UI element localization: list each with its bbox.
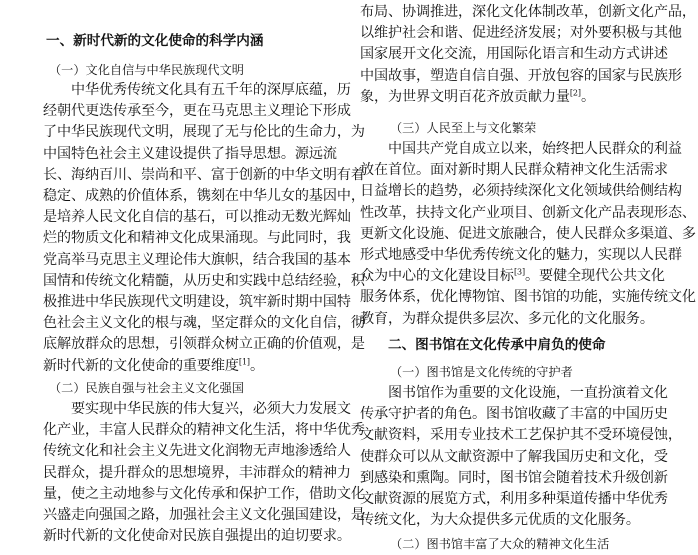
paragraph-line: 烂的物质文化和精神文化成果涌现。与此同时，我 xyxy=(43,230,351,247)
section-title-1: 一、新时代新的文化使命的科学内涵 xyxy=(46,33,264,49)
paragraph-line: 底解放群众的思想，引领群众树立正确的价值观，是 xyxy=(43,336,365,353)
paragraph-text: 象，为世界文明百花齐放贡献力量 xyxy=(360,88,570,105)
paragraph-line: 新时代新的文化使命对民族自强提出的迫切要求。 xyxy=(43,528,351,545)
paragraph-line: 兴盛走向强国之路，加强社会主义文化强国建设，是 xyxy=(43,507,365,524)
paragraph-line: 使群众可以从文献资源中了解我国历史和文化，受 xyxy=(360,448,668,465)
paragraph-line: 服务体系，优化博物馆、图书馆的功能，实施传统文化 xyxy=(360,289,696,306)
paragraph-line: 量，使之主动地参与文化传承和保护工作，借助文化 xyxy=(43,485,365,502)
paragraph-line-last xyxy=(43,356,365,377)
paragraph-line: 中华优秀传统文化具有五千年的深厚底蕴，历 xyxy=(71,82,351,98)
paragraph-line: 布局、协调推进，深化文化体制改革，创新文化产品， xyxy=(360,4,696,20)
paragraph-line-last xyxy=(360,87,696,108)
paragraph-text: 。要健全现代公共文化 xyxy=(524,268,665,285)
paragraph-line: 文献资料，采用专业技术工艺保护其不受环境侵蚀， xyxy=(360,427,682,444)
paragraph-line: 文献资源的展览方式，利用多种渠道传播中华优秀 xyxy=(360,491,668,508)
subsection-title-4: （一）图书馆是文化传统的守护者 xyxy=(390,365,573,379)
paragraph-line: 要实现中华民族的伟大复兴，必须大力发展文 xyxy=(71,401,351,417)
paragraph-line: 经朝代更迭传承至今，更在马克思主义理论下形成 xyxy=(43,103,351,120)
paragraph-line: 放在首位。面对新时期人民群众精神文化生活需求 xyxy=(360,162,668,179)
paragraph-text: 新时代新的文化使命的重要维度 xyxy=(43,357,239,374)
paragraph-line: 更新文化设施、促进文旅融合，使人民群众多渠道、多 xyxy=(360,225,696,242)
paragraph-line: 形式地感受中华优秀传统文化的魅力，实现以人民群 xyxy=(360,247,682,264)
paragraph-line: 民群众，提升群众的思想境界，丰沛群众的精神力 xyxy=(43,464,351,481)
paragraph-line: 化产业，丰富人民群众的精神文化生活，将中华优秀 xyxy=(43,422,365,439)
paragraph-line: 党高举马克思主义理论伟大旗帜，结合我国的基本 xyxy=(43,251,351,268)
paragraph-line: 中国共产党自成立以来，始终把人民群众的利益 xyxy=(388,141,682,157)
subsection-title-5: （二）图书馆丰富了大众的精神文化生活 xyxy=(390,537,610,551)
paragraph-1 xyxy=(43,80,365,377)
paragraph-line: 传承守护者的角色。图书馆收藏了丰富的中国历史 xyxy=(360,406,668,423)
paragraph-line: 了中华民族现代文明，展现了无与伦比的生命力，为 xyxy=(43,124,365,141)
paragraph-line: 以维护社会和谐、促进经济发展；对外要积极与其他 xyxy=(360,25,682,42)
paragraph-line: 色社会主义文化的根与魂，坚定群众的文化自信，彻 xyxy=(43,315,365,332)
paragraph-line xyxy=(360,266,696,287)
paragraph-line: 图书馆作为重要的文化设施，一直扮演着文化 xyxy=(388,385,668,401)
paragraph-line: 稳定、成熟的价值体系，镌刻在中华儿女的基因中， xyxy=(43,188,365,205)
paragraph-text: 众为中心的文化建设目标 xyxy=(360,268,514,285)
citation-ref[interactable]: [2] xyxy=(569,88,581,98)
paragraph-line: 传统文化和社会主义先进文化润物无声地渗透给人 xyxy=(43,443,351,460)
paragraph-line: 性改革，扶持文化产业项目、创新文化产品表现形态、 xyxy=(360,204,696,221)
paragraph-continued xyxy=(360,2,696,108)
paragraph-3 xyxy=(360,139,696,330)
paragraph-2 xyxy=(43,399,365,547)
paragraph-line: 长、海纳百川、崇尚和平、富于创新的中华文明有着 xyxy=(43,166,365,183)
paragraph-line: 传统文化，为大众提供多元优质的文化服务。 xyxy=(360,512,640,529)
paragraph-line: 教育，为群众提供多层次、多元化的文化服务。 xyxy=(360,310,654,327)
citation-ref[interactable]: [1] xyxy=(238,356,250,366)
paragraph-line: 中国特色社会主义建设提供了指导思想。源远流 xyxy=(43,145,337,162)
paragraph-text: 。 xyxy=(580,88,595,105)
paragraph-line: 国情和传统文化精髓，从历史和实践中总结经验，积 xyxy=(43,272,365,289)
paragraph-line: 到感染和熏陶。同时，图书馆会随着技术升级创新 xyxy=(360,469,668,486)
subsection-title-1: （一）文化自信与中华民族现代文明 xyxy=(49,63,244,77)
paragraph-line: 极推进中华民族现代文明建设，筑牢新时期中国特 xyxy=(43,294,351,311)
citation-ref[interactable]: [3] xyxy=(513,267,525,277)
section-title-2: 二、图书馆在文化传承中肩负的使命 xyxy=(388,337,606,353)
paragraph-line: 国家展开文化交流，用国际化语言和生动方式讲述 xyxy=(360,46,668,63)
paragraph-line: 日益增长的趋势，必须持续深化文化领域供给侧结构 xyxy=(360,183,682,200)
paragraph-4 xyxy=(360,383,682,531)
subsection-title-3: （三）人民至上与文化繁荣 xyxy=(390,121,537,135)
paragraph-line: 中国故事，塑造自信自强、开放包容的国家与民族形 xyxy=(360,67,682,84)
subsection-title-2: （二）民族自强与社会主义文化强国 xyxy=(49,381,244,395)
paragraph-line: 是培养人民文化自信的基石，可以推动无数光辉灿 xyxy=(43,209,351,226)
paragraph-text: 。 xyxy=(249,357,264,374)
